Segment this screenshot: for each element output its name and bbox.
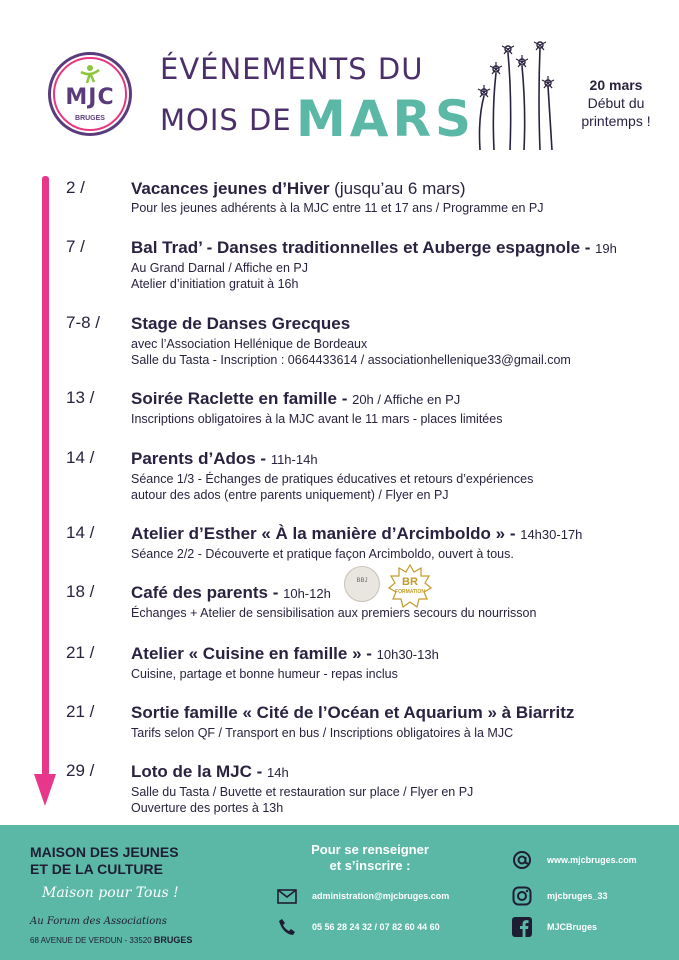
event-body: [131, 523, 671, 562]
event-extra: (jusqu’au 6 mars): [329, 179, 466, 198]
partner-logo-1: [344, 566, 380, 602]
event-date: 14 /: [66, 523, 95, 542]
event-date: 14 /: [66, 448, 95, 467]
event-body: [131, 178, 671, 216]
event-title: Atelier d’Esther « À la manière d’Arcimboldo » -: [131, 524, 521, 543]
footer-instagram-row[interactable]: [511, 885, 608, 907]
event-detail: Ouverture des portes à 13h: [131, 801, 284, 815]
event-detail: avec l’Association Hellénique de Bordeaux: [131, 337, 368, 351]
footer-email[interactable]: administration@mjcbruges.com: [312, 891, 450, 901]
event-detail: Atelier d’initiation gratuit à 16h: [131, 277, 299, 291]
event-body: [131, 761, 671, 816]
footer-info-line1: Pour se renseigner: [311, 842, 429, 857]
event-extra: 11h-14h: [270, 452, 318, 467]
event-title: Stage de Danses Grecques: [131, 314, 351, 333]
event-detail: Inscriptions obligatoires à la MJC avant le 11 mars - places limitées: [131, 412, 503, 426]
partner-logo-2-text: BR: [402, 576, 418, 588]
event-body: [131, 388, 671, 427]
event-body: [131, 643, 671, 682]
event-date: 2 /: [66, 178, 85, 197]
footer-website-row[interactable]: [511, 849, 637, 871]
instagram-icon: [511, 885, 533, 907]
page-title-line1: ÉVÉNEMENTS DU: [160, 52, 424, 86]
partner-logo-2: [388, 564, 432, 608]
event-detail: Salle du Tasta / Buvette et restauration sur place / Flyer en PJ: [131, 785, 474, 799]
event-body: [131, 313, 671, 368]
footer: [0, 825, 679, 960]
event-detail: Échanges + Atelier de sensibilisation aux premiers secours du nourrisson: [131, 606, 537, 620]
event-detail: Pour les jeunes adhérents à la MJC entre 11 et 17 ans / Programme en PJ: [131, 201, 544, 215]
event-extra: 14h: [267, 765, 289, 780]
footer-info-heading: [300, 842, 440, 874]
facebook-icon: [511, 916, 533, 938]
event-detail: Cuisine, partage et bonne humeur - repas inclus: [131, 667, 398, 681]
event-body: [131, 702, 671, 741]
event-date: 21 /: [66, 643, 95, 662]
person-icon: [79, 63, 101, 85]
event-detail: Salle du Tasta - Inscription : 0664433614 / associationhellenique33@gmail.com: [131, 353, 571, 367]
event-title: Sortie famille « Cité de l’Océan et Aquarium » à Biarritz: [131, 703, 575, 722]
event-date: 7 /: [66, 237, 85, 256]
logo-text: MJC: [65, 85, 115, 110]
spring-line1: Début du: [587, 95, 645, 111]
event-extra: 20h / Affiche en PJ: [352, 392, 461, 407]
spring-line2: printemps !: [581, 113, 651, 129]
event-title: Loto de la MJC -: [131, 762, 267, 781]
footer-instagram[interactable]: mjcbruges_33: [547, 891, 608, 901]
footer-facebook[interactable]: MJCBruges: [547, 922, 598, 932]
footer-phone[interactable]: 05 56 28 24 32 / 07 82 60 44 60: [312, 922, 440, 932]
event-body: [131, 448, 671, 503]
event-title: Bal Trad’ - Danses traditionnelles et Auberge espagnole -: [131, 238, 596, 257]
footer-email-row[interactable]: [276, 885, 449, 907]
event-detail: Au Grand Darnal / Affiche en PJ: [131, 261, 308, 275]
event-date: 7-8 /: [66, 313, 101, 332]
timeline-arrow-head: [34, 774, 56, 806]
footer-tagline: Maison pour Tous !: [42, 885, 179, 901]
event-date: 29 /: [66, 761, 95, 780]
event-body: [131, 237, 671, 292]
footer-org-line2: ET DE LA CULTURE: [30, 861, 163, 877]
spring-note: [566, 76, 666, 130]
mjc-logo: [48, 52, 132, 136]
page-title-line2: MOIS DE: [160, 103, 292, 137]
partner-logo-1-text: BBJ: [356, 578, 368, 584]
event-extra: 10h30-13h: [376, 647, 439, 662]
event-detail: Séance 2/2 - Découverte et pratique façon Arcimboldo, ouvert à tous.: [131, 547, 514, 561]
event-title: Atelier « Cuisine en famille » -: [131, 644, 377, 663]
logo-subtext: BRUGES: [75, 115, 105, 122]
footer-address: [30, 935, 192, 945]
event-extra: 14h30-17h: [520, 527, 583, 542]
page-title-month: MARS: [296, 90, 475, 148]
footer-org-line1: MAISON DES JEUNES: [30, 844, 179, 860]
flowers-illustration: [470, 38, 560, 153]
event-extra: 19h: [595, 241, 617, 256]
footer-phone-row[interactable]: [276, 916, 440, 938]
event-title: Parents d’Ados -: [131, 449, 271, 468]
partner-logos: [344, 566, 439, 604]
footer-street: 68 AVENUE DE VERDUN - 33520: [30, 936, 152, 945]
event-detail: Séance 1/3 - Échanges de pratiques éducatives et retours d’expériences: [131, 472, 534, 486]
footer-website[interactable]: www.mjcbruges.com: [547, 855, 637, 865]
at-sign-icon: [511, 849, 533, 871]
event-extra: 10h-12h: [283, 586, 331, 601]
spring-date: 20 mars: [589, 77, 643, 93]
mail-icon: [276, 885, 298, 907]
footer-facebook-row[interactable]: [511, 916, 597, 938]
event-title: Soirée Raclette en famille -: [131, 389, 353, 408]
event-title: Vacances jeunes d’Hiver: [131, 179, 330, 198]
event-date: 13 /: [66, 388, 95, 407]
phone-icon: [276, 916, 298, 938]
event-title: Café des parents -: [131, 583, 284, 602]
footer-info-line2: et s’inscrire :: [329, 858, 411, 873]
partner-logo-2-sub: FORMATION: [395, 589, 425, 595]
event-detail: autour des ados (entre parents uniquement) / Flyer en PJ: [131, 488, 449, 502]
footer-forum: Au Forum des Associations: [30, 916, 167, 927]
timeline-line: [42, 176, 49, 776]
event-date: 21 /: [66, 702, 95, 721]
footer-city: BRUGES: [153, 935, 193, 945]
event-date: 18 /: [66, 582, 95, 601]
event-detail: Tarifs selon QF / Transport en bus / Inscriptions obligatoires à la MJC: [131, 726, 514, 740]
